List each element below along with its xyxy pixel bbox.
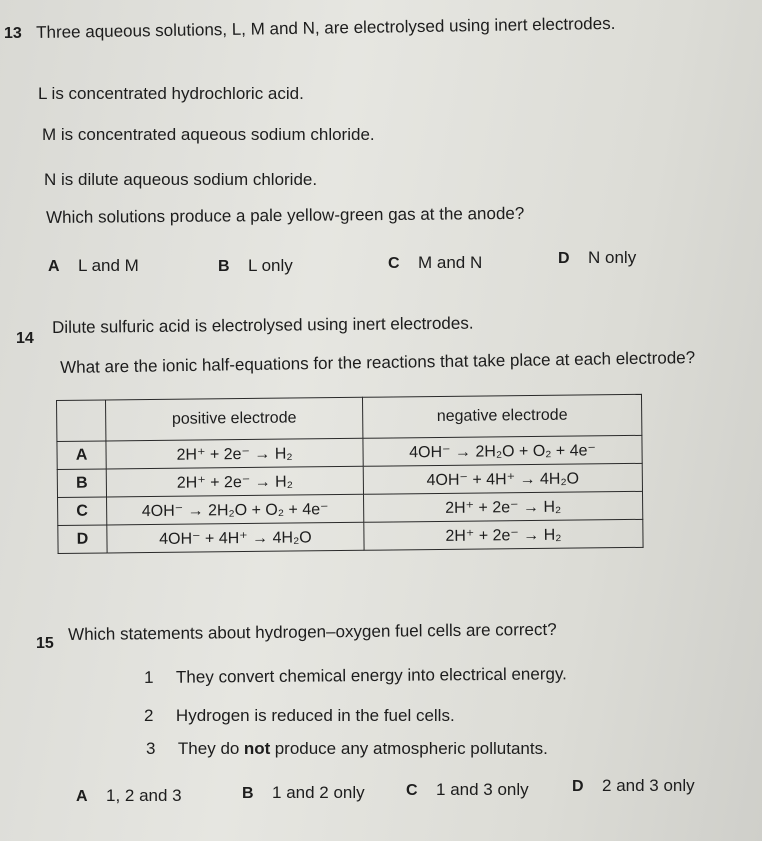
statement-number: 3	[146, 739, 156, 758]
option-letter: C	[388, 255, 400, 272]
option-letter: D	[572, 778, 584, 795]
q14-question: What are the ionic half-equations for the reactions that take place at each electrode?	[60, 348, 696, 377]
q13-option-a[interactable]	[48, 256, 139, 276]
q13-question: Which solutions produce a pale yellow-green gas at the anode?	[46, 203, 525, 227]
option-letter: B	[218, 258, 230, 275]
statement-text: Hydrogen is reduced in the fuel cells.	[175, 706, 455, 725]
option-letter: D	[558, 250, 570, 267]
q13-option-d[interactable]	[558, 248, 636, 268]
table-row[interactable]	[58, 519, 643, 553]
option-text: 1 and 2 only	[272, 783, 365, 802]
q15-option-b[interactable]	[242, 783, 365, 803]
option-text: N only	[588, 248, 637, 267]
statement-text-after: produce any atmospheric pollutants.	[274, 739, 548, 758]
row-letter: D	[58, 525, 107, 554]
table-corner-cell	[57, 400, 106, 442]
row-letter: A	[57, 441, 106, 470]
q15-option-a[interactable]	[76, 786, 182, 806]
half-equations-table	[56, 394, 644, 554]
q13-number: 13	[4, 25, 22, 42]
option-letter: A	[48, 258, 60, 275]
q14-stem: Dilute sulfuric acid is electrolysed using inert electrodes.	[52, 313, 474, 337]
option-letter: C	[406, 782, 418, 799]
q15-number: 15	[36, 635, 54, 652]
statement-number: 2	[144, 706, 154, 725]
statement-number: 1	[144, 667, 154, 687]
negative-equation: 4OH⁻ → 2H₂O + O₂ + 4e⁻	[363, 435, 642, 466]
q14-number: 14	[16, 330, 34, 347]
positive-equation: 2H⁺ + 2e⁻ → H₂	[106, 438, 363, 469]
option-text: M and N	[418, 253, 483, 272]
q13-stem: Three aqueous solutions, L, M and N, are electrolysed using inert electrodes.	[36, 13, 616, 42]
q15-statement-3	[146, 739, 548, 759]
negative-equation: 2H⁺ + 2e⁻ → H₂	[364, 491, 643, 522]
header-positive-electrode: positive electrode	[106, 397, 363, 441]
statement-text-bold: not	[243, 739, 271, 758]
option-text: 2 and 3 only	[602, 776, 695, 795]
header-negative-electrode: negative electrode	[362, 394, 641, 438]
row-letter: C	[58, 497, 107, 526]
q13-option-b[interactable]	[218, 256, 293, 276]
option-text: L and M	[78, 256, 139, 275]
table-header-row	[57, 394, 642, 441]
q15-option-d[interactable]	[572, 776, 695, 796]
option-letter: A	[76, 788, 88, 805]
option-text: L only	[248, 256, 293, 275]
option-letter: B	[242, 785, 254, 802]
q15-statement-2	[144, 706, 455, 726]
statement-text: They convert chemical energy into electrical energy.	[175, 664, 567, 687]
row-letter: B	[57, 469, 106, 498]
option-text: 1 and 3 only	[436, 780, 529, 799]
negative-equation: 4OH⁻ + 4H⁺ → 4H₂O	[363, 463, 642, 494]
statement-text-before: They do	[177, 739, 240, 758]
q13-line-l: L is concentrated hydrochloric acid.	[38, 84, 304, 103]
positive-equation: 4OH⁻ → 2H₂O + O₂ + 4e⁻	[107, 494, 364, 525]
q15-option-c[interactable]	[406, 780, 529, 800]
positive-equation: 2H⁺ + 2e⁻ → H₂	[106, 466, 363, 497]
negative-equation: 2H⁺ + 2e⁻ → H₂	[364, 519, 643, 550]
q13-line-n: N is dilute aqueous sodium chloride.	[44, 170, 318, 189]
q15-statement-1	[144, 664, 567, 688]
q13-line-m: M is concentrated aqueous sodium chloride.	[42, 125, 375, 144]
q13-option-c[interactable]	[388, 253, 482, 273]
option-text: 1, 2 and 3	[106, 786, 182, 805]
q15-question: Which statements about hydrogen–oxygen fuel cells are correct?	[68, 619, 557, 644]
positive-equation: 4OH⁻ + 4H⁺ → 4H₂O	[107, 522, 364, 553]
